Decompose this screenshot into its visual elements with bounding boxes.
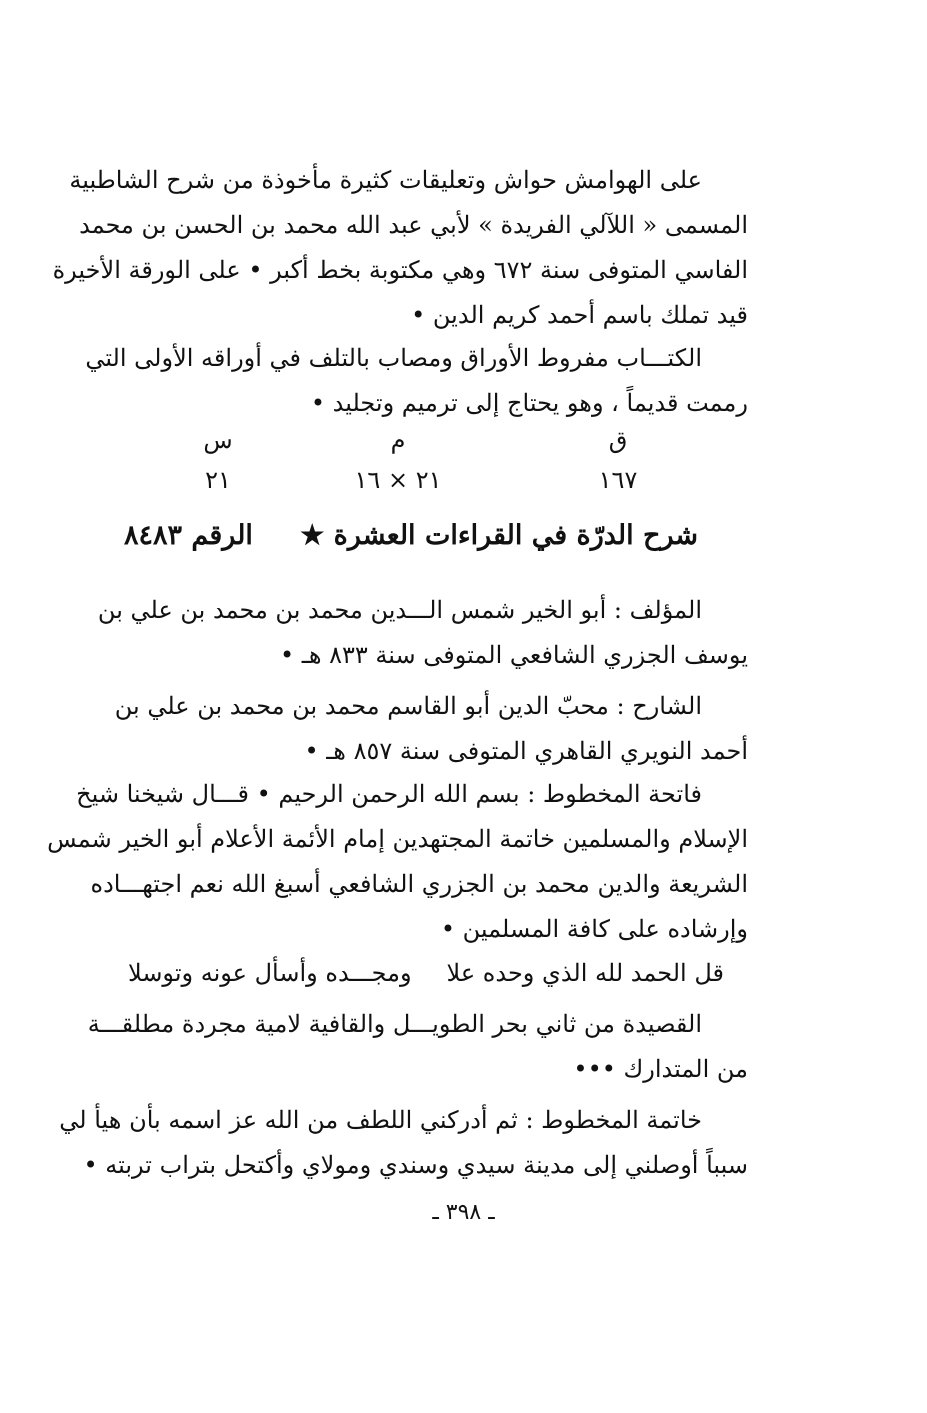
text-line: يوسف الجزري الشافعي المتوفى سنة ٨٣٣ هـ • xyxy=(280,641,748,669)
page-number: ـ ٣٩٨ ـ xyxy=(432,1200,495,1225)
ending-paragraph xyxy=(59,1098,748,1188)
commentator-paragraph xyxy=(104,684,748,774)
text-line: الإسلام والمسلمين خاتمة المجتهدين إمام الأئمة الأعلام أبو الخير شمس xyxy=(47,825,748,853)
physical-table-header xyxy=(104,426,748,462)
verse-line xyxy=(104,951,748,996)
text-line: الشريعة والدين محمد بن الجزري الشافعي أسبغ الله نعم اجتهـــاده xyxy=(90,870,748,898)
opening-paragraph xyxy=(47,772,748,952)
text-line: الفاسي المتوفى سنة ٦٧٢ وهي مكتوبة بخط أكبر • على الورقة الأخيرة xyxy=(52,256,748,284)
text-line: القصيدة من ثاني بحر الطويـــل والقافية لامية مجردة مطلقـــة xyxy=(87,1010,702,1038)
value-lines: ٢١ xyxy=(205,466,231,494)
entry-title xyxy=(104,520,748,570)
text-line: أحمد النويري القاهري المتوفى سنة ٨٥٧ هـ • xyxy=(304,737,748,765)
text-line: المؤلف : أبو الخير شمس الـــدين محمد بن محمد بن علي بن xyxy=(97,596,702,624)
text-line: من المتدارك ••• xyxy=(573,1055,748,1083)
value-size: ٢١ × ١٦ xyxy=(354,466,442,494)
text-line: قيد تملك باسم أحمد كريم الدين • xyxy=(411,301,748,329)
text-line: المسمى « اللآلي الفريدة » لأبي عبد الله محمد بن الحسن بن محمد xyxy=(79,211,748,239)
header-lines: س xyxy=(203,426,233,454)
text-line: وإرشاده على كافة المسلمين • xyxy=(440,915,748,943)
condition-paragraph xyxy=(85,336,748,426)
text-line: خاتمة المخطوط : ثم أدركني اللطف من الله عز اسمه بأن هيأ لي xyxy=(59,1106,702,1134)
physical-table-values xyxy=(104,466,748,502)
value-leaves: ١٦٧ xyxy=(598,466,638,494)
author-paragraph xyxy=(97,588,748,678)
header-size: م xyxy=(390,426,406,454)
verse-second-hemistich: ومجـــده وأسأل عونه وتوسلا xyxy=(128,959,412,987)
header-leaves: ق xyxy=(608,426,628,454)
text-line: على الهوامش حواش وتعليقات كثيرة مأخوذة من شرح الشاطبية xyxy=(69,166,702,194)
text-line: فاتحة المخطوط : بسم الله الرحمن الرحيم • قـــال شيخنا شيخ xyxy=(76,780,702,808)
text-line: الكتـــاب مفروط الأوراق ومصاب بالتلف في أوراقه الأولى التي xyxy=(85,344,702,372)
text-line: رممت قديماً ، وهو يحتاج إلى ترميم وتجليد • xyxy=(310,389,748,417)
verse-first-hemistich: قل الحمد لله الذي وحده علا xyxy=(446,959,724,987)
text-line: سبباً أوصلني إلى مدينة سيدي وسندي ومولاي وأكتحل بتراب تربته • xyxy=(83,1151,748,1179)
margins-note-paragraph xyxy=(52,158,748,338)
entry-title-text: شرح الدرّة في القراءات العشرة ★ xyxy=(300,520,698,551)
entry-number: الرقم ٨٤٨٣ xyxy=(124,520,253,551)
text-line: الشارح : محبّ الدين أبو القاسم محمد بن محمد بن علي بن xyxy=(114,692,702,720)
poem-paragraph xyxy=(87,1002,748,1092)
